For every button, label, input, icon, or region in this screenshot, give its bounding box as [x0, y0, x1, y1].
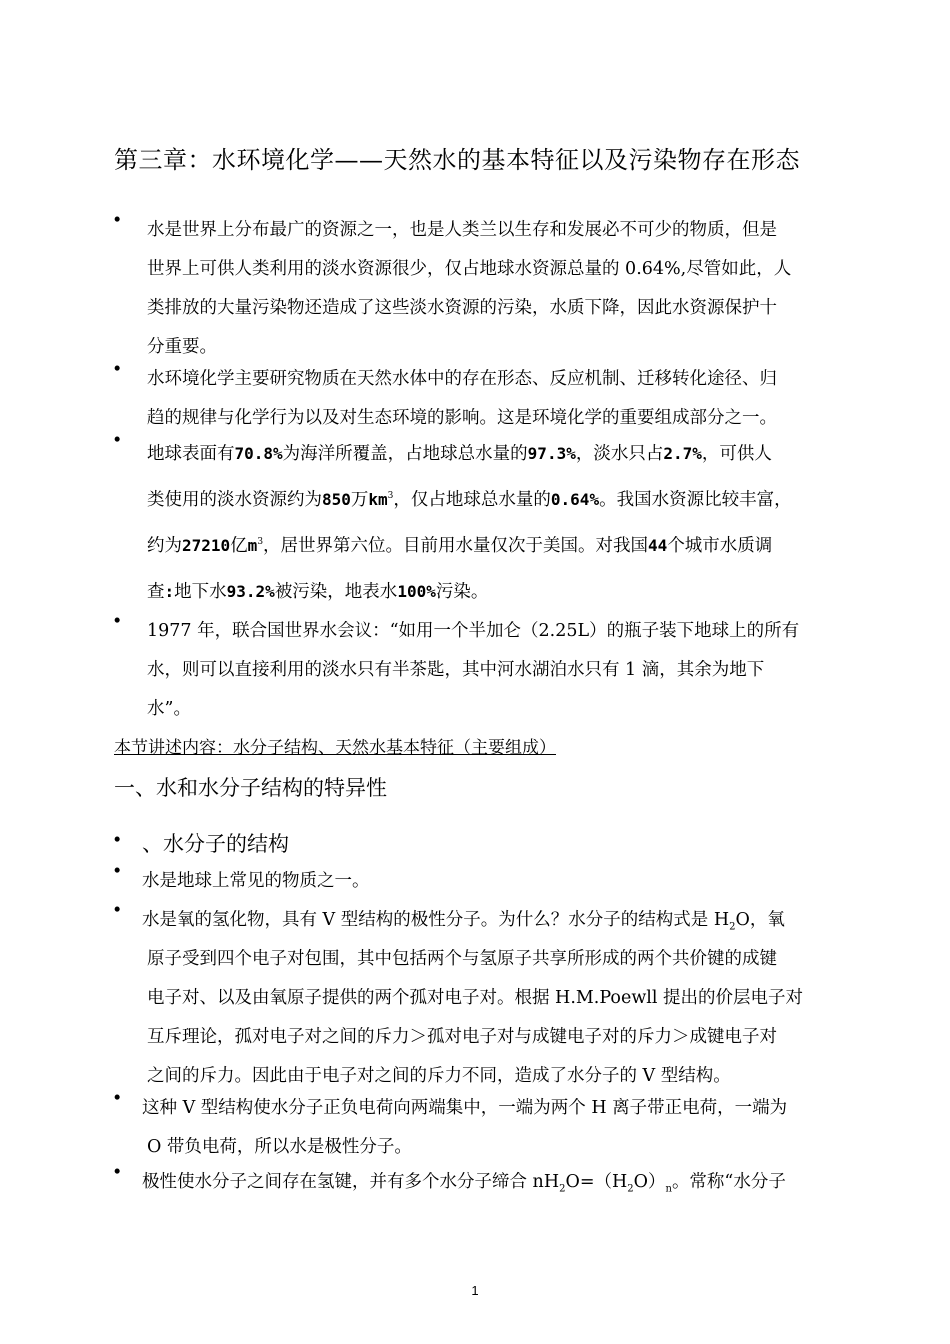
- superscript: 3: [387, 491, 394, 502]
- subscript: 2: [559, 1183, 566, 1195]
- text-run: 。我国水资源比较丰富，: [599, 490, 792, 510]
- text-line: [147, 431, 862, 477]
- text-line: O 带负电荷，所以水是极性分子。: [147, 1137, 412, 1157]
- text-run: ，淡水只占: [575, 444, 664, 464]
- bullet-marker: •: [112, 901, 123, 921]
- paragraph-hydrogen-bond: [142, 1163, 857, 1202]
- text-line: 水”。: [147, 699, 191, 719]
- text-run: 地球表面有: [147, 444, 235, 464]
- text-run: 约为: [147, 536, 182, 556]
- text-line: 水是地球上常见的物质之一。: [142, 871, 370, 891]
- page-number: 1: [471, 1283, 479, 1298]
- stat-value: 850: [322, 490, 351, 509]
- section-heading: 一、水和水分子结构的特异性: [114, 776, 387, 800]
- text-line: 互斥理论，孤对电子对之间的斥力＞孤对电子对与成键电子对的斥力＞成键电子对: [147, 1027, 777, 1047]
- paragraph-earth-water-stats: [147, 431, 862, 615]
- text-run: :: [164, 582, 175, 601]
- paragraph-water-chemistry: [147, 360, 862, 438]
- stat-value: 2.7%: [663, 444, 702, 463]
- text-run: 类使用的淡水资源约为: [147, 490, 322, 510]
- text-line: 水，则可以直接利用的淡水只有半茶匙，其中河水湖泊水只有 1 滴，其余为地下: [147, 660, 765, 680]
- text-run: 。常称“水分子: [671, 1172, 786, 1192]
- text-run: 亿: [230, 536, 248, 556]
- text-line: [147, 477, 862, 523]
- stat-value: 97.3%: [527, 444, 576, 463]
- superscript: 3: [257, 537, 264, 548]
- bullet-marker: •: [112, 1163, 123, 1183]
- text-line: 趋的规律与化学行为以及对生态环境的影响。这是环境化学的重要组成部分之一。: [147, 408, 777, 428]
- text-line: 电子对、以及由氧原子提供的两个孤对电子对。根据 H.M.Poewll 提出的价层电子对: [147, 988, 804, 1008]
- text-run: O）: [633, 1172, 666, 1192]
- text-line: 世界上可供人类利用的淡水资源很少，仅占地球水资源总量的 0.64%,尽管如此，人: [147, 259, 792, 279]
- stat-value: 0.64%: [550, 490, 600, 509]
- paragraph-un-water-conference: [147, 612, 862, 729]
- subscript: 2: [729, 921, 736, 933]
- text-line: [142, 1163, 857, 1202]
- text-line: 类排放的大量污染物还造成了这些淡水资源的污染，水质下降，因此水资源保护十: [147, 298, 777, 318]
- subscript: n: [665, 1183, 672, 1195]
- text-run: 查: [147, 582, 165, 602]
- bullet-marker: •: [112, 211, 123, 231]
- text-line: 1977 年，联合国世界水会议：“如用一个半加仑（2.25L）的瓶子装下地球上的所有: [147, 621, 800, 641]
- text-line: 分重要。: [147, 337, 217, 357]
- stat-value: 100%: [397, 582, 436, 601]
- text-line: 这种 V 型结构使水分子正负电荷向两端集中，一端为两个 H 离子带正电荷，一端为: [142, 1098, 788, 1118]
- text-line: 之间的斥力。因此由于电子对之间的斥力不同，造成了水分子的 V 型结构。: [147, 1066, 731, 1086]
- text-line: 水环境化学主要研究物质在天然水体中的存在形态、反应机制、迁移转化途径、归: [147, 369, 777, 389]
- text-line: [142, 901, 857, 940]
- text-run: O=（H: [565, 1172, 628, 1192]
- paragraph-water-resources: [147, 211, 862, 367]
- text-run: ，仅占地球总水量的: [393, 490, 551, 510]
- text-line: 原子受到四个电子对包围，其中包括两个与氢原子共享所形成的两个共价键的成键: [147, 949, 777, 969]
- text-run: 被污染，地表水: [274, 582, 398, 602]
- bullet-marker: •: [112, 831, 123, 851]
- text-run: 水是氧的氢化物，具有 V 型结构的极性分子。为什么？水分子的结构式是 H: [142, 910, 730, 930]
- stat-value: 27210: [182, 536, 231, 555]
- text-line: 水是世界上分布最广的资源之一，也是人类兰以生存和发展必不可少的物质，但是: [147, 220, 777, 240]
- text-run: O，氧: [735, 910, 785, 930]
- bullet-marker: •: [112, 862, 123, 882]
- bullet-marker: •: [112, 360, 123, 380]
- text-run: 为海洋所覆盖，占地球总水量的: [282, 444, 528, 464]
- text-run: 极性使水分子之间存在氢键，并有多个水分子缔合 nH: [142, 1172, 560, 1192]
- paragraph-common-substance: [142, 862, 857, 901]
- bullet-marker: •: [112, 612, 123, 632]
- text-run: ，居世界第六位。目前用水量仅次于美国。对我国: [263, 536, 649, 556]
- unit: km: [368, 490, 388, 509]
- section-note: 本节讲述内容：水分子结构、天然水基本特征（主要组成）: [114, 738, 556, 758]
- paragraph-polar-molecule: [142, 1089, 857, 1167]
- text-line: [147, 569, 862, 615]
- bullet-marker: •: [112, 1089, 123, 1109]
- chapter-title: 第三章：水环境化学——天然水的基本特征以及污染物存在形态: [114, 146, 800, 174]
- bullet-marker: •: [112, 431, 123, 451]
- paragraph-molecule-structure: [142, 901, 857, 1096]
- text-run: 地下水: [174, 582, 227, 602]
- subscript: 2: [627, 1183, 634, 1195]
- unit: m: [247, 536, 258, 555]
- subsection-heading: 、水分子的结构: [142, 832, 289, 856]
- stat-value: 93.2%: [226, 582, 275, 601]
- text-run: 万: [350, 490, 369, 510]
- text-run: ，可供人: [701, 444, 772, 464]
- stat-value: 44: [648, 536, 668, 555]
- text-run: 个城市水质调: [667, 536, 773, 556]
- text-run: 污染。: [435, 582, 489, 602]
- stat-value: 70.8%: [234, 444, 283, 463]
- text-line: [147, 523, 862, 569]
